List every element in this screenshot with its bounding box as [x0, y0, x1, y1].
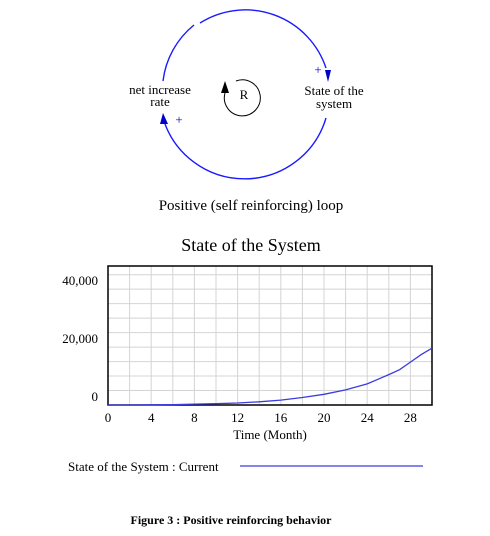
loop-caption: Positive (self reinforcing) loop [158, 198, 344, 214]
series-line-state-of-the-system [108, 348, 432, 405]
arrowhead-to-state [325, 70, 331, 82]
rate-variable-label-line2: rate [150, 94, 170, 109]
x-tick-label: 20 [317, 410, 331, 425]
plot-frame [108, 266, 432, 405]
figure-caption: Figure 3 : Positive reinforcing behavior [130, 513, 332, 527]
chart [62, 235, 432, 474]
legend-series-label: State of the System : Current [68, 459, 219, 474]
chart-legend [68, 459, 423, 474]
x-tick-label: 28 [403, 410, 417, 425]
chart-grid [108, 266, 432, 405]
loop-marker-label: R [239, 87, 249, 102]
polarity-plus-rate: + [175, 112, 183, 127]
y-tick-label: 0 [91, 389, 98, 404]
polarity-plus-state: + [314, 62, 322, 77]
causal-loop-diagram [129, 10, 364, 214]
y-axis-ticks [62, 273, 98, 404]
x-tick-label: 4 [147, 410, 155, 425]
loop-arc-bottom [163, 118, 326, 179]
state-variable-label-line1: State of the [304, 83, 364, 98]
chart-series [108, 348, 432, 405]
y-tick-label: 20,000 [62, 331, 98, 347]
rate-variable-label-line1: net increase [129, 82, 191, 97]
x-tick-label: 16 [274, 410, 288, 425]
arrowhead-to-rate [160, 113, 168, 124]
x-tick-label: 8 [191, 410, 198, 425]
chart-title: State of the System [181, 235, 321, 255]
loop-marker-arrowhead-icon [221, 81, 229, 93]
x-axis-ticks [105, 410, 417, 425]
y-tick-label: 40,000 [62, 273, 98, 289]
x-axis-label: Time (Month) [233, 427, 307, 442]
state-variable-label-line2: system [315, 96, 353, 111]
x-tick-label: 0 [104, 410, 112, 425]
x-tick-label: 12 [231, 410, 245, 425]
loop-arc-top [200, 10, 326, 68]
loop-arc-left [163, 25, 194, 81]
x-tick-label: 24 [360, 410, 374, 425]
